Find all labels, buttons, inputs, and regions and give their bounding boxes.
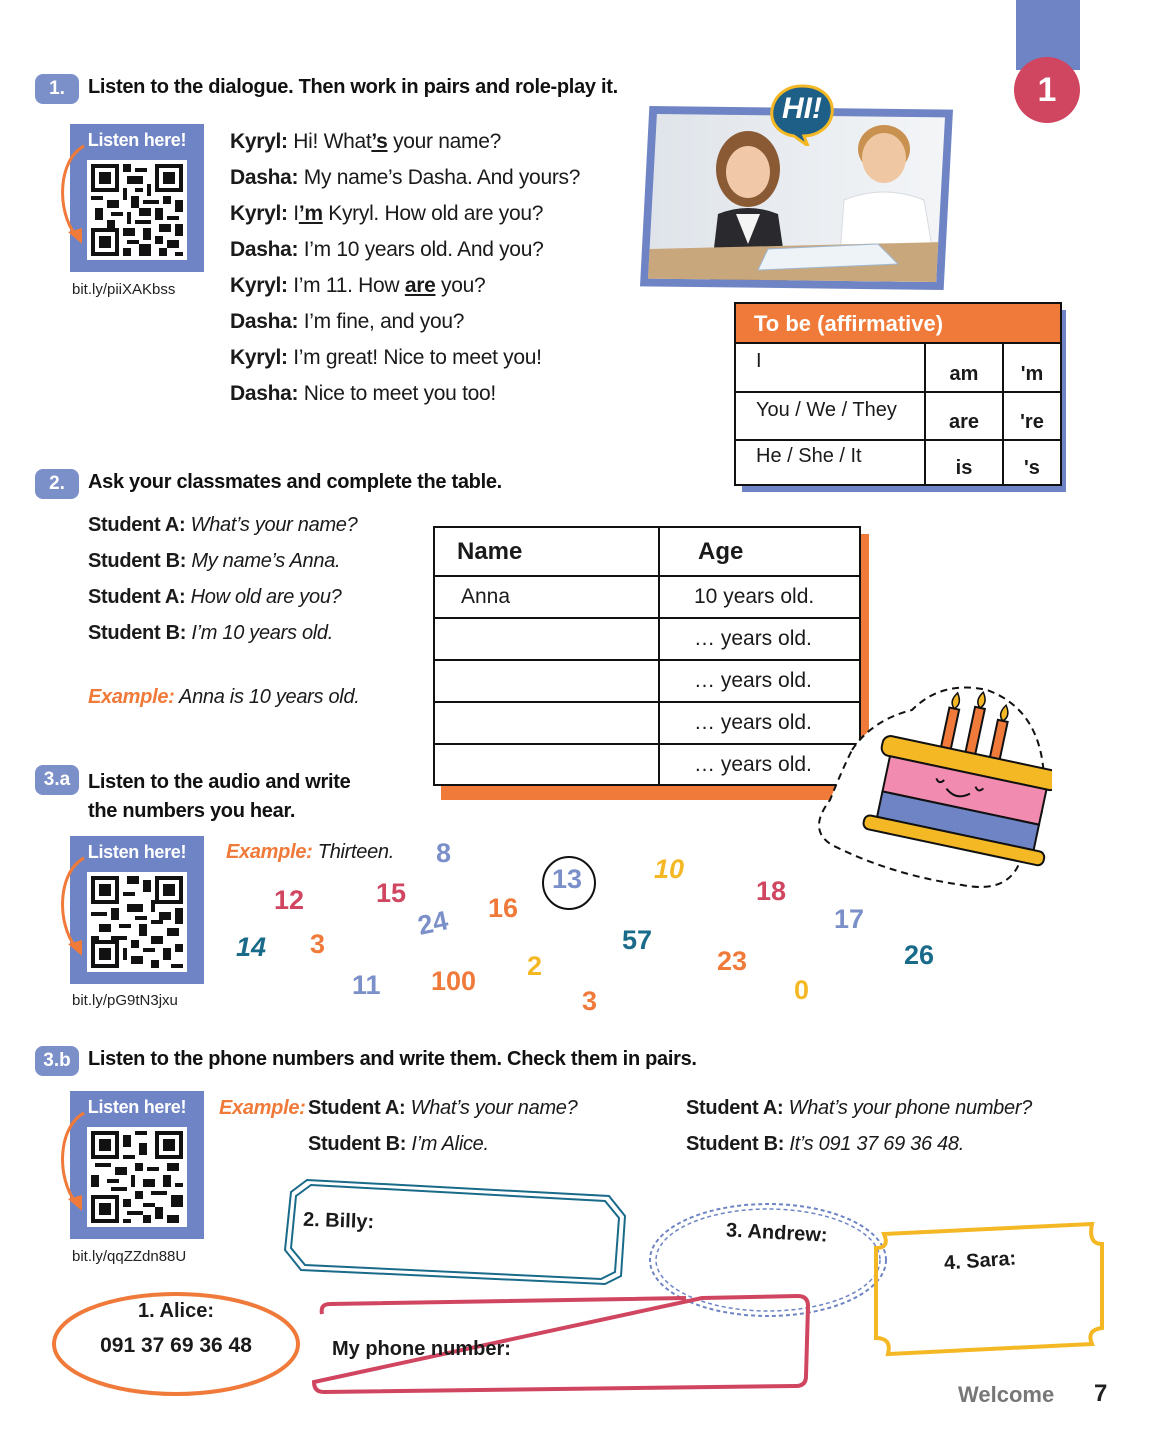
footer-section: Welcome — [958, 1382, 1055, 1407]
table-header-name: Name — [435, 528, 659, 576]
number: 24 — [415, 905, 451, 941]
exercise-3b-badge: 3.b — [35, 1046, 79, 1076]
alice-answer-oval — [50, 1290, 302, 1400]
exercise-2-example: Example: Anna is 10 years old. — [88, 686, 360, 708]
table-cell-name[interactable] — [435, 660, 659, 702]
alice-number: 091 37 69 36 48 — [100, 1334, 252, 1357]
dialogue-line: Kyryl: I’m 11. How are you? — [230, 274, 486, 297]
number: 3 — [310, 929, 326, 959]
dialogue-line: Student B: It’s 091 37 69 36 48. — [686, 1133, 964, 1155]
exercise-3b-right-dialogue — [686, 1090, 1032, 1162]
table-cell-name[interactable] — [435, 744, 659, 784]
table-cell-age[interactable]: … years old. — [694, 627, 812, 650]
grammar-full: is — [925, 440, 1003, 484]
number: 11 — [352, 970, 381, 1000]
exercise-1-title: Listen to the dialogue. Then work in pairs and role-play it. — [88, 76, 618, 98]
qr-code-icon — [87, 872, 187, 972]
age-table[interactable] — [433, 526, 861, 786]
billy-answer-box[interactable] — [283, 1176, 629, 1288]
number: 100 — [431, 966, 477, 996]
exercise-3b-example-label: Example: — [219, 1097, 306, 1119]
qr-label: Listen here! — [87, 1097, 187, 1117]
table-cell-name[interactable] — [435, 702, 659, 744]
qr-card-3[interactable] — [70, 1091, 204, 1239]
dialogue-line: Student B: My name’s Anna. — [88, 550, 341, 572]
dialogue-line: Kyryl: Hi! What’s your name? — [230, 130, 501, 153]
chapter-number-circle: 1 — [1014, 57, 1080, 123]
table-cell-name[interactable]: Anna — [435, 576, 659, 618]
qr-card-1[interactable] — [70, 124, 204, 272]
grammar-short: 's — [1024, 456, 1040, 479]
audio-link-3[interactable]: bit.ly/qqZZdn88U — [72, 1248, 187, 1265]
number: 16 — [488, 893, 519, 923]
table-cell-name[interactable] — [435, 618, 659, 660]
exercise-3a-example: Example: Thirteen. — [226, 841, 395, 863]
sara-label: 4. Sara: — [943, 1247, 1017, 1275]
number: 23 — [717, 946, 748, 976]
dialogue-line: Student A: What’s your name? — [308, 1097, 578, 1119]
table-cell-age[interactable]: … years old. — [694, 669, 812, 692]
my-phone-number-label: My phone number: — [332, 1338, 511, 1360]
table-cell-age[interactable]: … years old. — [694, 752, 812, 776]
qr-card-2[interactable] — [70, 836, 204, 984]
hi-speech-bubble: HI! — [768, 84, 836, 146]
grammar-title: To be (affirmative) — [736, 304, 1060, 344]
birthday-cake-icon — [812, 680, 1052, 900]
table-cell-age[interactable]: … years old. — [694, 711, 812, 734]
number: 2 — [527, 951, 543, 981]
number: 18 — [756, 876, 787, 906]
number: 57 — [622, 925, 653, 955]
exercise-3b-left-dialogue — [308, 1090, 577, 1162]
number: 8 — [436, 838, 452, 868]
qr-code-icon — [87, 160, 187, 260]
number: 0 — [794, 975, 810, 1005]
grammar-short: 're — [1020, 411, 1044, 433]
number: 12 — [274, 885, 305, 915]
audio-link-2[interactable]: bit.ly/pG9tN3jxu — [72, 992, 178, 1009]
qr-label: Listen here! — [87, 130, 187, 150]
table-header-age: Age — [698, 537, 744, 565]
exercise-1-badge: 1. — [35, 74, 79, 104]
page-number: 7 — [1094, 1380, 1108, 1407]
exercise-2-badge: 2. — [35, 469, 79, 499]
grammar-full: am — [925, 344, 1003, 392]
grammar-subject: I — [736, 344, 925, 392]
exercise-3b-title: Listen to the phone numbers and write them. Check them in pairs. — [88, 1048, 697, 1070]
billy-label: 2. Billy: — [302, 1208, 375, 1234]
exercise-3a-title: Listen to the audio and write the numbers you hear. — [88, 771, 351, 822]
audio-link-1[interactable]: bit.ly/piiXAKbss — [72, 281, 176, 298]
dialogue-line: Dasha: I’m fine, and you? — [230, 310, 465, 333]
alice-label: 1. Alice: — [138, 1300, 214, 1322]
my-phone-number-box[interactable] — [310, 1292, 814, 1398]
exercise-3a-badge: 3.a — [35, 765, 79, 795]
qr-label: Listen here! — [87, 842, 187, 862]
grammar-full: are — [925, 392, 1003, 440]
dialogue-line: Student B: I’m Alice. — [308, 1133, 489, 1155]
dialogue-line: Student A: How old are you? — [88, 586, 342, 608]
dialogue-line: Student A: What’s your name? — [88, 514, 358, 536]
grammar-short: 'm — [1020, 362, 1044, 385]
dialogue-line: Dasha: I’m 10 years old. And you? — [230, 238, 544, 261]
dialogue-line: Dasha: My name’s Dasha. And yours? — [230, 166, 581, 189]
grammar-table — [734, 302, 1062, 486]
number: 15 — [376, 878, 407, 908]
qr-code-icon — [87, 1127, 187, 1227]
grammar-subject: He / She / It — [736, 440, 925, 484]
andrew-label: 3. Andrew: — [725, 1219, 829, 1247]
dialogue-line: Dasha: Nice to meet you too! — [230, 382, 496, 405]
dialogue-line: Kyryl: I’m Kyryl. How old are you? — [230, 202, 544, 225]
table-cell-age[interactable]: 10 years old. — [694, 585, 815, 608]
number: 17 — [834, 904, 865, 934]
number: 14 — [236, 932, 267, 962]
dialogue-line: Student A: What’s your phone number? — [686, 1097, 1033, 1119]
dialogue-line: Kyryl: I’m great! Nice to meet you! — [230, 346, 542, 369]
dialogue-line: Student B: I’m 10 years old. — [88, 622, 333, 644]
number: 13 — [552, 864, 583, 894]
exercise-2-title: Ask your classmates and complete the table. — [88, 471, 502, 493]
sara-answer-box[interactable] — [866, 1218, 1112, 1362]
number: 26 — [904, 940, 935, 970]
number: 3 — [582, 986, 598, 1016]
dialogue — [230, 124, 580, 412]
number: 10 — [654, 854, 685, 884]
grammar-subject: You / We / They — [736, 392, 925, 440]
exercise-2-dialogue — [88, 507, 357, 651]
